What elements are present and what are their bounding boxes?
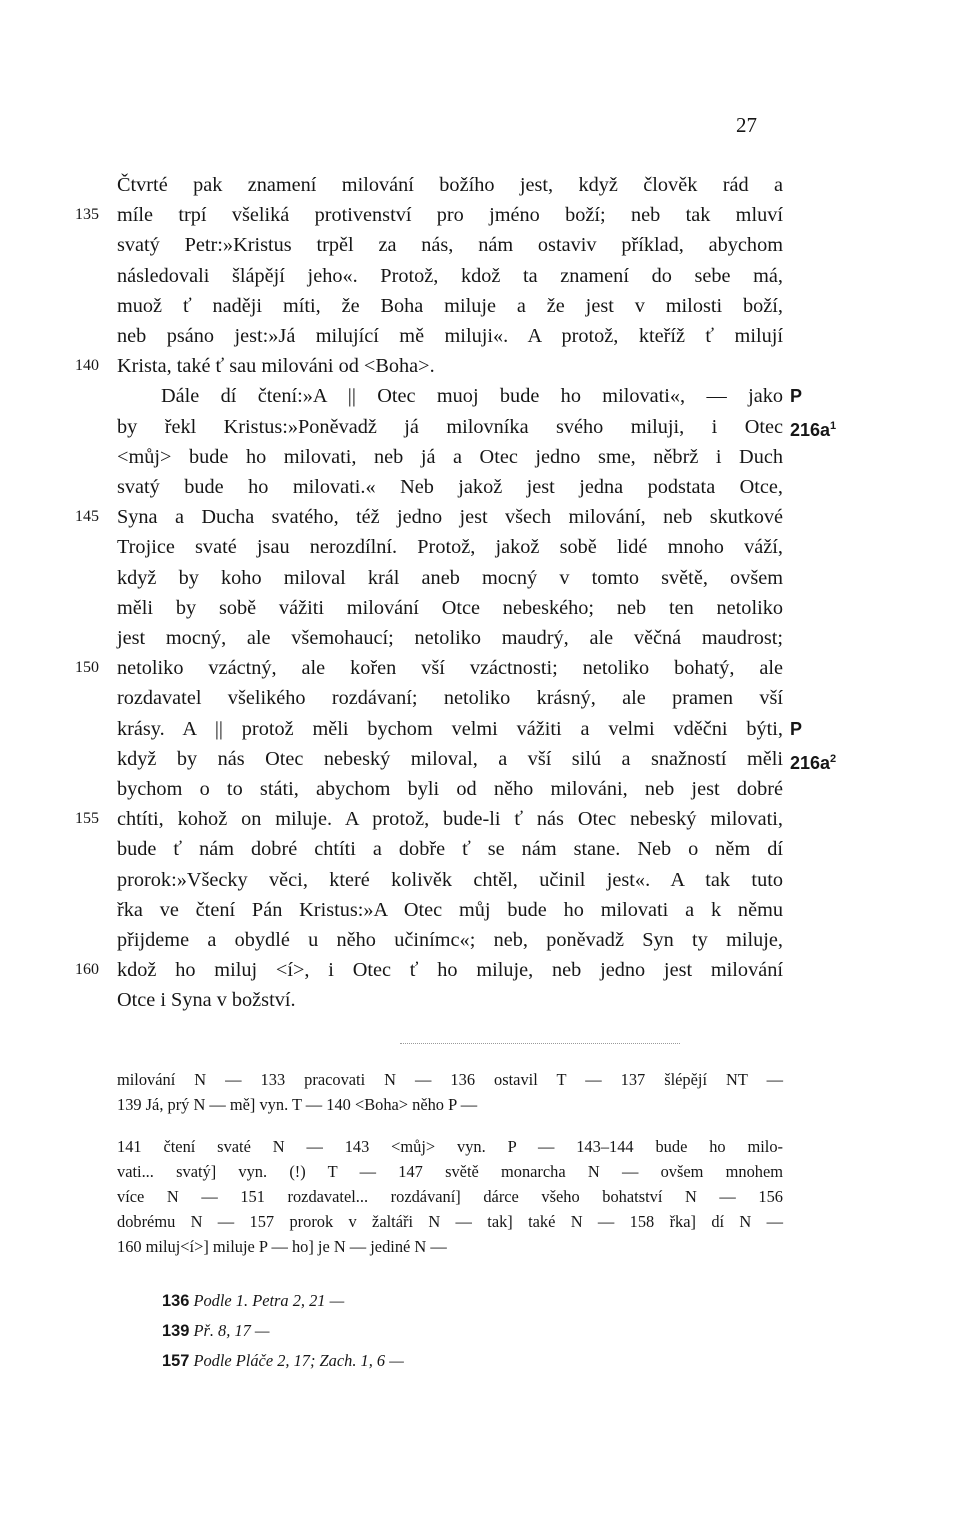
text-line: by řekl Kristus:»Poněvadž já milovníka svého miluji, i Otec xyxy=(117,415,783,438)
text-line: prorok:»Všecky věci, které kolivěk chtěl, učinil jest«. A tak tuto xyxy=(117,868,783,891)
critical-apparatus xyxy=(117,1067,783,1259)
text-line: Syna a Ducha svatého, též jedno jest všech milování, neb skutkové xyxy=(117,506,783,529)
line-number: 155 xyxy=(75,810,99,828)
line-number: 135 xyxy=(75,206,99,224)
text-line: když by koho miloval král aneb mocný v tomto světě, ovšem xyxy=(117,566,783,589)
text-line: bude ť nám dobré chtíti a dobře ť se nám stane. Neb o něm dí xyxy=(117,838,783,861)
source-line-number: 136 xyxy=(162,1292,190,1310)
text-line: míle trpí všeliká protivenství pro jméno boží; neb tak mluví xyxy=(117,204,783,227)
source-line xyxy=(117,1346,783,1376)
apparatus-gap xyxy=(117,1117,783,1134)
source-line xyxy=(117,1316,783,1346)
text-line: přijdeme a obydlé u něho učinímc«; neb, poněvadž Syn ty miluje, xyxy=(117,929,783,951)
apparatus-line: 139 Já, prý N — mě] vyn. T — 140 <Boha> něho P — xyxy=(117,1095,478,1114)
source-line xyxy=(117,1286,783,1316)
apparatus-line: více N — 151 rozdavatel... rozdávaní] dárce všeho bohatství N — 156 xyxy=(117,1187,783,1206)
text-line: netoliko vzáctný, ale kořen vší vzáctnosti; netoliko bohatý, ale xyxy=(117,657,783,680)
text-line: svatý bude ho milovati.« Neb jakož jest jedna podstata Otce, xyxy=(117,476,783,498)
text-line: <můj> bude ho milovati, neb já a Otec jedno sme, něbrž i Duch xyxy=(117,445,783,468)
text-line: Dále dí čtení:»A || Otec muoj bude ho milovati«, — jako xyxy=(161,385,783,408)
source-references xyxy=(117,1286,783,1376)
text-line: neb psáno jest:»Já milující mě miluji«. A protož, kteříž ť milují xyxy=(117,325,783,347)
source-line-number: 157 xyxy=(162,1352,190,1370)
folio-reference xyxy=(790,381,836,445)
text-line: když by nás Otec nebeský miloval, a vší silú a snažností měli xyxy=(117,747,783,770)
text-line: kdož ho miluj <í>, i Otec ť ho miluje, neb jedno jest milování xyxy=(117,959,783,982)
text-line: Krista, také ť sau milováni od <Boha>. xyxy=(117,355,435,378)
text-line: svatý Petr:»Kristus trpěl za nás, nám ostaviv příklad, abychom xyxy=(117,234,783,257)
text-line: rozdavatel všelikého rozdávaní; netoliko krásný, ale pramen vší xyxy=(117,687,783,710)
text-line: Trojice svaté jsau nerozdílní. Protož, jakož sobě lidé mnoho váží, xyxy=(117,536,783,559)
folio-label: P 216a xyxy=(790,386,831,441)
text-line: měli by sobě vážiti milování Otce nebeského; neb ten netoliko xyxy=(117,596,783,619)
page-number: 27 xyxy=(736,113,757,137)
apparatus-line: 141 čtení svaté N — 143 <můj> vyn. P — 143–144 bude ho milo- xyxy=(117,1137,783,1156)
text-line: muož ť naději míti, že Boha miluje a že jest v milosti boží, xyxy=(117,294,783,317)
text-line: chtíti, kohož on miluje. A protož, bude-li ť nás Otec nebeský milovati, xyxy=(117,808,783,831)
text-line: následovali šlápějí jeho«. Protož, kdož ta znamení do sebe má, xyxy=(117,264,783,287)
text-line: krásy. A || protož měli bychom velmi vážiti a velmi vděčni býti, xyxy=(117,717,783,740)
line-number: 150 xyxy=(75,659,99,677)
source-line-number: 139 xyxy=(162,1322,190,1340)
apparatus-line: vati... svatý] vyn. (!) T — 147 světě monarcha N — ovšem mnohem xyxy=(117,1162,783,1181)
line-number: 160 xyxy=(75,961,99,979)
folio-column: 2 xyxy=(830,752,837,765)
source-citation: Př. 8, 17 — xyxy=(193,1321,270,1340)
source-citation: Podle Pláče 2, 17; Zach. 1, 6 — xyxy=(193,1351,404,1370)
text-line: jest mocný, ale všemohaucí; netoliko maudrý, ale věčná maudrost; xyxy=(117,627,783,649)
text-line: Otce i Syna v božství. xyxy=(117,989,296,1012)
folio-column: 1 xyxy=(830,420,837,433)
folio-label: P 216a xyxy=(790,718,831,773)
source-citation: Podle 1. Petra 2, 21 — xyxy=(193,1291,345,1310)
text-line: bychom o to státi, abychom byli od něho milováni, neb jest dobré xyxy=(117,778,783,800)
apparatus-line: dobrému N — 157 prorok v žaltáři N — tak] také N — 158 řka] dí N — xyxy=(117,1212,783,1231)
apparatus-line: milování N — 133 pracovati N — 136 ostavil T — 137 šlépějí NT — xyxy=(117,1070,783,1089)
apparatus-line: 160 miluj<í>] miluje P — ho] je N — jediné N — xyxy=(117,1237,447,1256)
folio-reference xyxy=(790,714,836,778)
line-number: 145 xyxy=(75,508,99,526)
line-number: 140 xyxy=(75,357,99,375)
text-line: řka ve čtení Pán Kristus:»A Otec můj bude ho milovati a k němu xyxy=(117,898,783,921)
text-line: Čtvrté pak znamení milování božího jest, když člověk rád a xyxy=(117,174,783,196)
separator-rule xyxy=(400,1043,680,1044)
